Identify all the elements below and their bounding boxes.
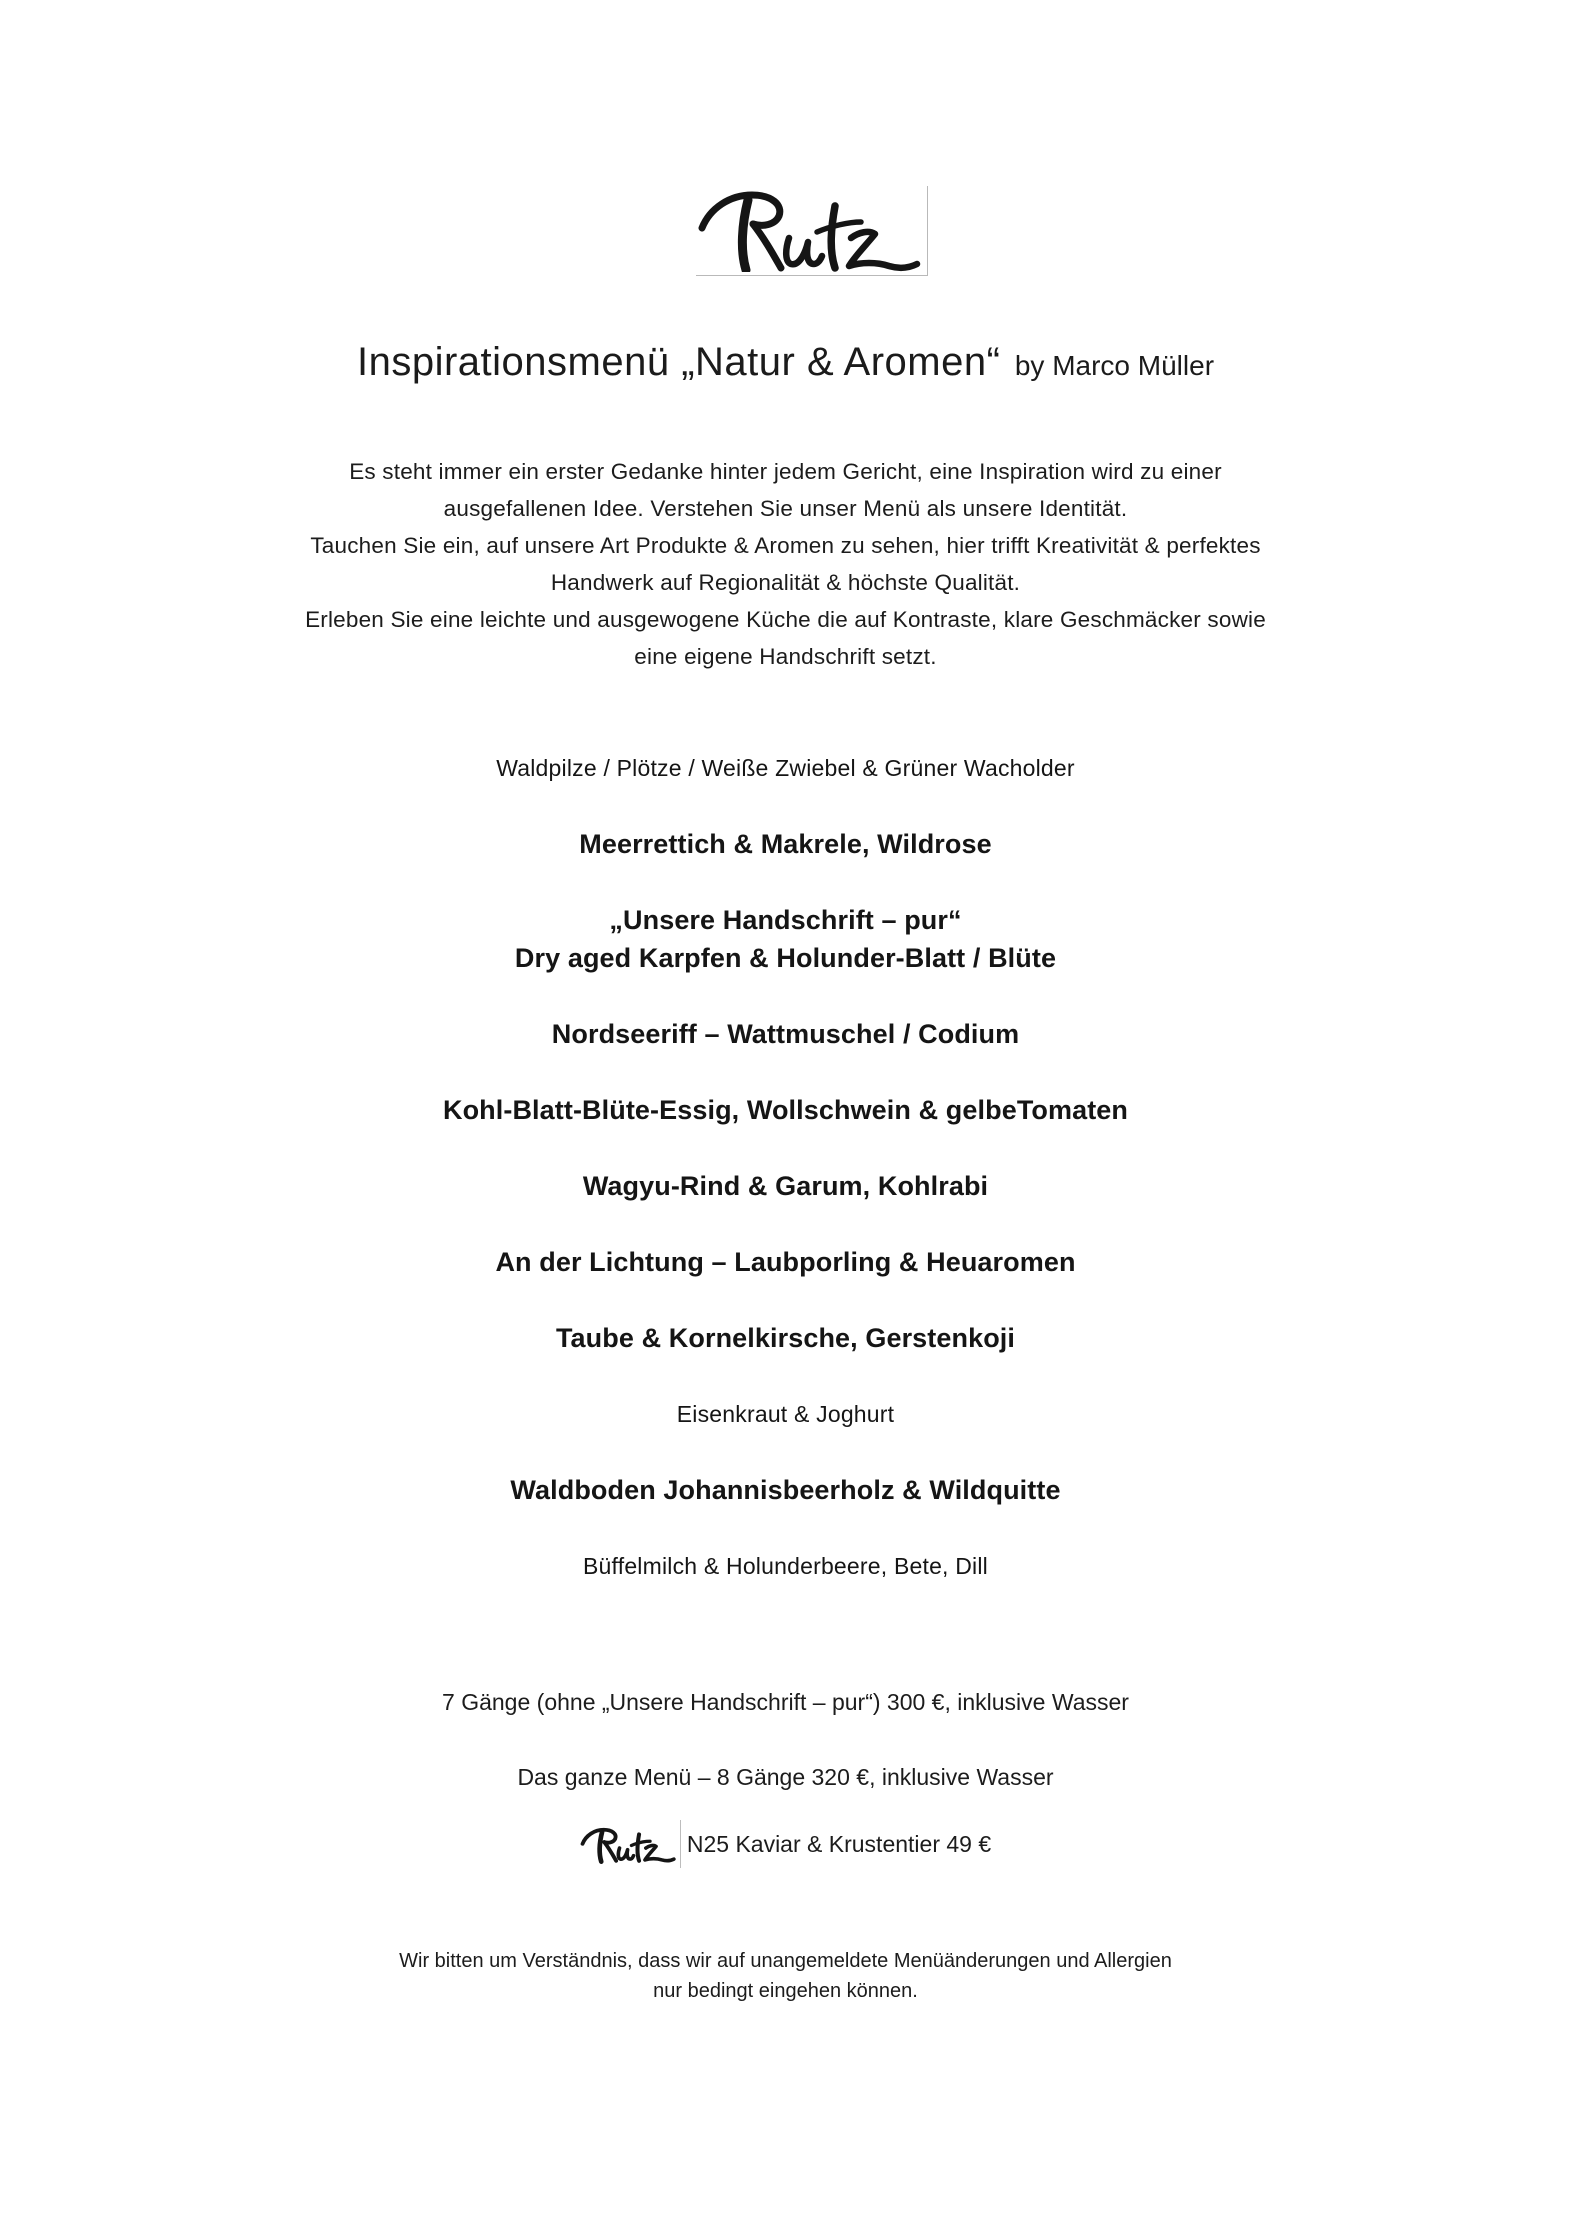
allergy-note-line: nur bedingt eingehen können. — [653, 1980, 918, 2002]
allergy-note — [0, 1946, 1571, 2006]
intro-line: Erleben Sie eine leichte und ausgewogene Küche die auf Kontraste, klare Geschmäcker sowie — [305, 607, 1266, 632]
course-list — [0, 749, 1571, 1585]
intro-paragraph — [0, 453, 1571, 675]
rutz-logo-small — [580, 1820, 681, 1868]
pricing-section — [0, 1683, 1571, 1868]
page-title: Inspirationsmenü „Natur & Aromen“ — [356, 340, 1001, 384]
course-line: Meerrettich & Makrele, Wildrose — [579, 829, 992, 859]
rutz-signature-icon — [580, 1820, 676, 1868]
intro-line: Es steht immer ein erster Gedanke hinter jedem Gericht, eine Inspiration wird zu einer — [349, 459, 1222, 484]
intro-line: eine eigene Handschrift setzt. — [634, 644, 937, 669]
course-line: Kohl-Blatt-Blüte-Essig, Wollschwein & gelbeTomaten — [442, 1095, 1129, 1125]
course-line: Büffelmilch & Holunderbeere, Bete, Dill — [583, 1553, 988, 1579]
page-title-row — [0, 340, 1571, 385]
intro-line: Tauchen Sie ein, auf unsere Art Produkte & Aromen zu sehen, hier trifft Kreativität & perfektes — [310, 533, 1261, 558]
caviar-supplement-row — [0, 1820, 1571, 1868]
intro-line: Handwerk auf Regionalität & höchste Qualität. — [550, 570, 1021, 595]
rutz-signature-icon — [696, 186, 922, 272]
course-line: Wagyu-Rind & Garum, Kohlrabi — [582, 1171, 989, 1201]
course-line: Eisenkraut & Joghurt — [676, 1401, 895, 1427]
course-line: „Unsere Handschrift – pur“ — [609, 905, 962, 935]
course-line: Waldpilze / Plötze / Weiße Zwiebel & Grüner Wacholder — [496, 755, 1075, 781]
course-line: Dry aged Karpfen & Holunder-Blatt / Blüte — [514, 943, 1057, 973]
rutz-logo — [696, 186, 928, 276]
course-line: Taube & Kornelkirsche, Gerstenkoji — [555, 1323, 1016, 1353]
course-line: Waldboden Johannisbeerholz & Wildquitte — [510, 1475, 1061, 1505]
page-title-byline: by Marco Müller — [1014, 350, 1215, 381]
caviar-supplement-label: N25 Kaviar & Krustentier 49 € — [686, 1830, 992, 1857]
pricing-line-8-courses: Das ganze Menü – 8 Gänge 320 €, inklusive Wasser — [517, 1764, 1054, 1790]
pricing-line-7-courses: 7 Gänge (ohne „Unsere Handschrift – pur“) 300 €, inklusive Wasser — [442, 1689, 1129, 1715]
allergy-note-line: Wir bitten um Verständnis, dass wir auf unangemeldete Menüänderungen und Allergien — [399, 1950, 1172, 1972]
course-line: An der Lichtung – Laubporling & Heuaromen — [495, 1247, 1076, 1277]
intro-line: ausgefallenen Idee. Verstehen Sie unser Menü als unsere Identität. — [443, 496, 1128, 521]
course-line: Nordseeriff – Wattmuschel / Codium — [551, 1019, 1020, 1049]
